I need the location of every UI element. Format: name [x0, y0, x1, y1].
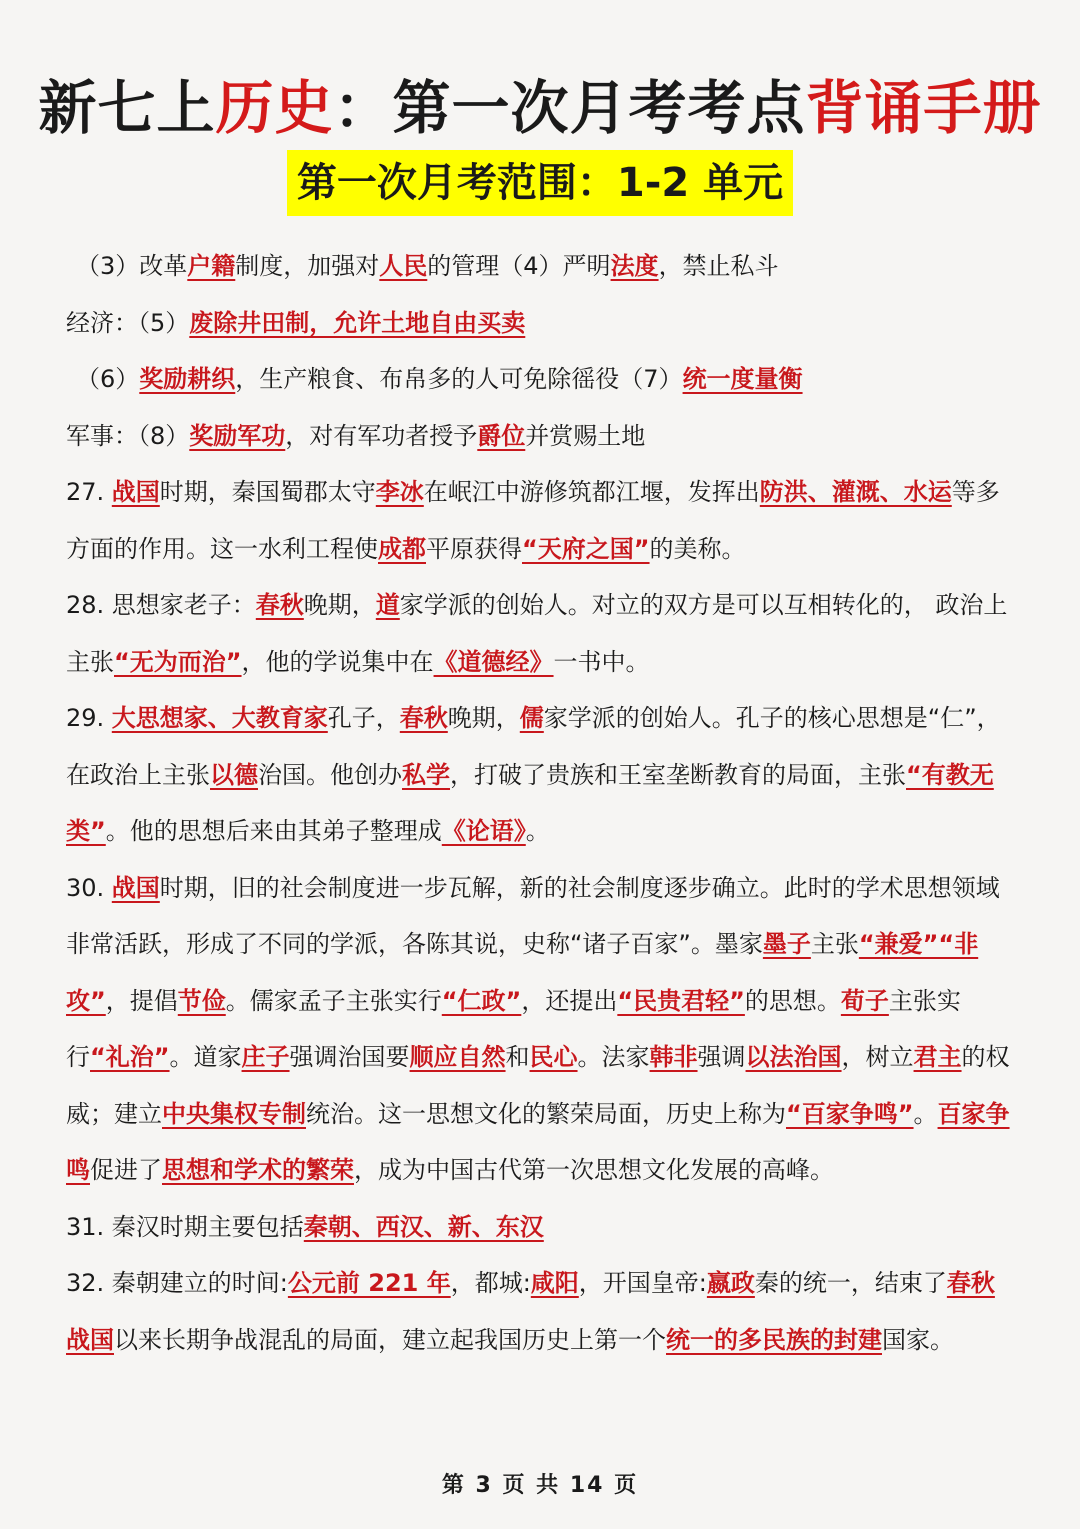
- keyword: “百家争鸣”: [786, 1099, 914, 1128]
- keyword: 庄子: [241, 1043, 290, 1071]
- keyword: 君主: [913, 1043, 962, 1071]
- keyword: 以法治国: [745, 1043, 842, 1071]
- title-part-red: 历史: [215, 74, 334, 142]
- keyword: 废除井田制，允许土地自由买卖: [189, 308, 526, 337]
- keyword: 防洪、灌溉、水运: [759, 478, 952, 506]
- page-title: [0, 72, 1080, 144]
- paragraph-31: 31. 秦汉时期主要包括秦朝、西汉、新、东汉: [66, 1212, 544, 1241]
- paragraph-27: 27. 战国时期，秦国蜀郡太守李冰在岷江中游修筑都江堰，发挥出防洪、灌溉、水运等多方面的作用。这一水利工程使成都平原获得“天府之国”的美称。: [66, 478, 1000, 563]
- keyword: 统一度量衡: [682, 365, 803, 393]
- keyword: 奖励耕织: [139, 365, 236, 393]
- keyword: 《道德经》: [433, 647, 554, 676]
- keyword: 《论语》: [441, 817, 526, 845]
- paragraph-32: 32. 秦朝建立的时间:公元前 221 年，都城:咸阳，开国皇帝:嬴政秦的统一，结束了春秋战国以来长期争战混乱的局面，建立起我国历史上第一个统一的多民族的封建国家。: [66, 1269, 995, 1354]
- keyword: 咸阳: [530, 1269, 579, 1297]
- keyword: 嬴政: [706, 1269, 755, 1297]
- keyword: 春秋: [399, 704, 448, 732]
- keyword: 战国: [111, 478, 160, 506]
- keyword: 道: [375, 591, 400, 619]
- keyword: 人民: [379, 252, 428, 280]
- paragraph-29: 29. 大思想家、大教育家孔子，春秋晚期，儒家学派的创始人。孔子的核心思想是“仁”，在政治上主张以德治国。他创办私学，打破了贵族和王室垄断教育的局面，主张“有教无类”。他的思想后来由其弟子整理成《论语》。: [66, 704, 1001, 845]
- keyword: “民贵君轻”: [617, 986, 745, 1015]
- keyword: 李冰: [375, 478, 424, 506]
- keyword: 奖励军功: [189, 421, 286, 450]
- title-part-red: 背诵手册: [805, 74, 1042, 142]
- keyword: 中央集权专制: [162, 1099, 306, 1128]
- paragraph-28: 28. 思想家老子：春秋晚期，道家学派的创始人。对立的双方是可以互相转化的， 政治上主张“无为而治”，他的学说集中在《道德经》一书中。: [66, 591, 1008, 676]
- keyword: 爵位: [477, 421, 526, 450]
- keyword: “有教无类”: [66, 760, 994, 845]
- keyword: 公元前 221 年: [287, 1269, 451, 1297]
- keyword: 以德: [210, 760, 258, 789]
- keyword: 节俭: [177, 986, 226, 1015]
- title-part: 新七上: [38, 74, 216, 142]
- keyword: “兼爱”“非攻”: [66, 930, 979, 1015]
- keyword: 思想和学术的繁荣: [162, 1156, 354, 1184]
- keyword: 法度: [610, 252, 659, 280]
- page-number: 第 3 页 共 14 页: [441, 1473, 639, 1498]
- paragraph-30: 30. 战国时期，旧的社会制度进一步瓦解，新的社会制度逐步确立。此时的学术思想领域非常活跃，形成了不同的学派，各陈其说，史称“诸子百家”。墨家墨子主张“兼爱”“非攻”，提倡节俭。儒家孟子主张实行“仁政”，还提出“民贵君轻”的思想。荀子主张实行“礼治”。道家庄子强调治国要顺应自然和民心。法家韩非强调以法治国，树立君主的权威；建立中央集权专制统治。这一思想文化的繁荣局面，历史上称为“百家争鸣”。百家争鸣促进了思想和学术的繁荣，成为中国古代第一次思想文化发展的高峰。: [66, 873, 1010, 1184]
- keyword: 民心: [529, 1043, 578, 1071]
- keyword: 韩非: [649, 1043, 698, 1071]
- keyword: 百家争鸣: [66, 1099, 1010, 1184]
- item-line: （6）奖励耕织，生产粮食、布帛多的人可免除徭役（7）统一度量衡: [76, 365, 803, 393]
- keyword: “无为而治”: [114, 647, 242, 676]
- study-content: [66, 238, 1018, 1368]
- keyword: 私学: [402, 760, 450, 789]
- exam-scope-subtitle: 第一次月考范围：1-2 单元: [287, 150, 793, 216]
- keyword: 春秋: [255, 591, 304, 619]
- item-line: 军事：（8）奖励军功，对有军功者授予爵位并赏赐土地: [66, 421, 646, 450]
- keyword: 统一的多民族的封建: [666, 1325, 882, 1354]
- title-part: ：第一次月考考点: [333, 74, 806, 142]
- keyword: “礼治”: [90, 1043, 170, 1071]
- keyword: 大思想家、大教育家: [111, 704, 328, 732]
- keyword: “仁政”: [441, 986, 522, 1015]
- keyword: 儒: [519, 704, 544, 732]
- keyword: 顺应自然: [409, 1043, 506, 1071]
- keyword: 秦朝、西汉、新、东汉: [303, 1212, 544, 1241]
- keyword: “天府之国”: [522, 534, 650, 563]
- item-line: （3）改革户籍制度，加强对人民的管理（4）严明法度，禁止私斗: [76, 252, 779, 280]
- item-line: 经济：（5）废除井田制，允许土地自由买卖: [66, 308, 526, 337]
- keyword: 墨子: [762, 930, 811, 958]
- keyword: 春秋战国: [66, 1269, 995, 1354]
- keyword: 荀子: [840, 986, 889, 1015]
- keyword: 户籍: [187, 252, 236, 280]
- keyword: 成都: [378, 534, 426, 563]
- keyword: 战国: [111, 873, 160, 902]
- subtitle-banner: [0, 150, 1080, 216]
